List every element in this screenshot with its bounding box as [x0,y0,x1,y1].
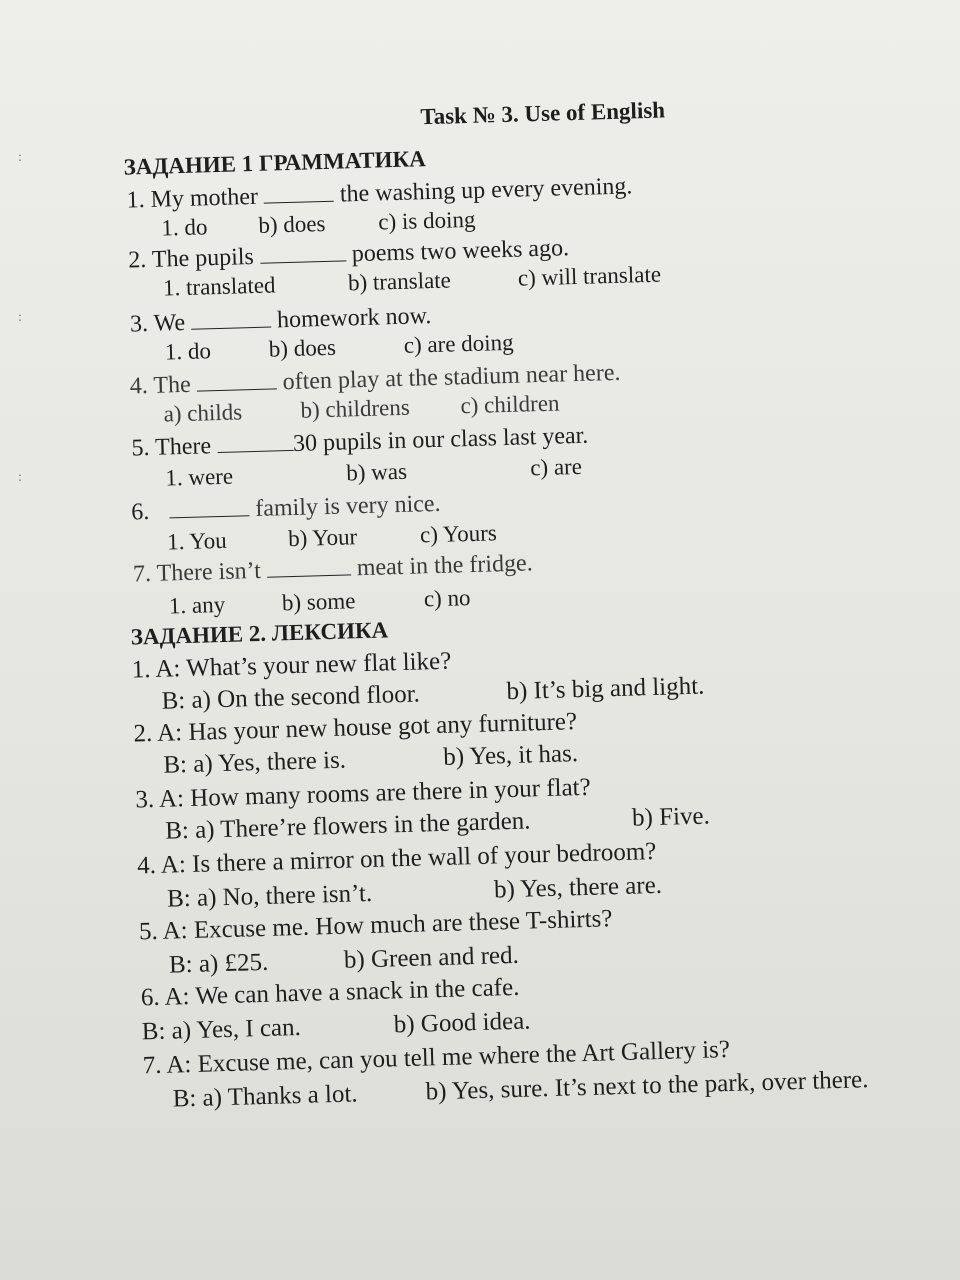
option-a: 1. translated [162,272,276,301]
option-b: b) Your [287,524,358,552]
vocab-answer-b: b) Five. [631,802,711,832]
option-b: b) was [345,458,408,486]
task-title: Task № 3. Use of English [420,97,666,130]
vocab-question-5: 5. A: Excuse me. How much are these T-shirts? [138,905,613,946]
option-c: c) Yours [419,520,498,548]
option-c: c) are doing [403,329,514,358]
grammar-question-5: 5. There 30 pupils in our class last year. [131,422,589,462]
vocab-answer-b: b) Yes, it has. [442,740,579,771]
vocab-question-7: 7. A: Excuse me, can you tell me where the Art Gallery is? [142,1035,731,1080]
vocab-answer-a: B: a) There’re flowers in the garden. [164,807,531,845]
margin-mark: : [18,310,22,325]
option-a: 1. You [166,527,227,555]
option-a: 1. do [161,214,208,241]
vocab-question-2: 2. A: Has your new house got any furniture? [133,708,578,748]
option-c: c) are [529,453,583,481]
vocab-answer-b: b) Good idea. [393,1007,531,1039]
vocab-question-1: 1. A: What’s your new flat like? [131,647,452,684]
option-b: b) does [268,334,337,362]
vocab-answer-a: B: a) No, there isn’t. [166,879,373,913]
option-a: 1. were [165,463,234,491]
option-c: c) children [460,390,560,419]
section2-title: ЗАДАНИЕ 2. ЛЕКСИКА [130,617,389,650]
grammar-question-6: 6. family is very nice. [130,490,441,526]
vocab-answer-b: b) Yes, sure. It’s next to the park, over there. [425,1066,869,1106]
option-a: 1. do [164,338,212,365]
grammar-question-1: 1. My mother the washing up every evening. [126,173,633,214]
grammar-question-3: 3. We homework now. [129,303,432,338]
option-b: b) childrens [300,394,411,423]
grammar-question-4: 4. The often play at the stadium near here. [129,359,621,400]
option-a: 1. any [168,591,226,619]
vocab-answer-b: b) Yes, there are. [493,871,663,904]
vocab-question-6: 6. A: We can have a snack in the cafe. [140,973,520,1012]
option-c: c) no [423,585,471,612]
vocab-answer-a: B: a) Yes, there is. [163,746,347,779]
vocab-answer-a: B: a) Thanks a lot. [172,1080,358,1113]
option-a: a) childs [163,399,243,427]
option-b: b) does [258,210,326,238]
vocab-answer-a: B: a) Yes, I can. [141,1013,302,1046]
vocab-answer-a: B: a) £25. [168,948,269,979]
vocab-question-4: 4. A: Is there a mirror on the wall of your bedroom? [136,837,657,880]
section1-title: ЗАДАНИЕ 1 ГРАММАТИКА [123,146,427,180]
margin-mark: : [18,470,22,485]
option-c: c) will translate [517,261,662,291]
grammar-question-7: 7. There isn’t meat in the fridge. [132,550,534,588]
vocab-answer-b: b) Green and red. [343,941,520,974]
option-c: c) is doing [377,206,476,235]
grammar-question-2: 2. The pupils poems two weeks ago. [127,235,570,274]
vocab-answer-b: b) It’s big and light. [506,672,705,706]
vocab-answer-a: B: a) On the second floor. [161,680,421,715]
worksheet-page [0,81,960,1113]
vocab-question-3: 3. A: How many rooms are there in your flat? [134,773,592,814]
option-b: b) translate [347,267,452,296]
option-b: b) some [281,588,356,616]
margin-mark: : [18,150,22,165]
